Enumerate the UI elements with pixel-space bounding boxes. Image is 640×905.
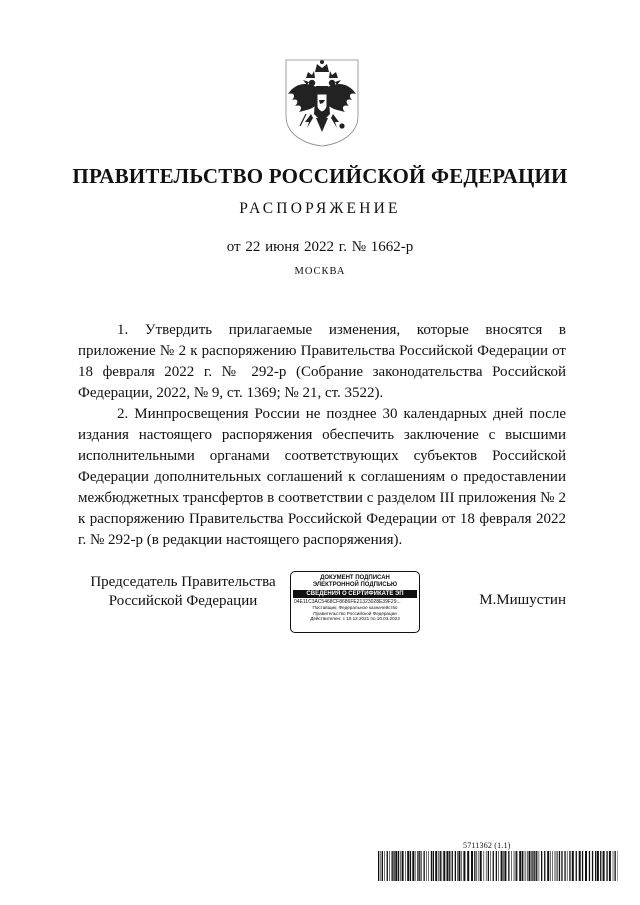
electronic-signature-stamp bbox=[290, 571, 420, 633]
barcode-icon bbox=[378, 851, 618, 881]
signatory-position bbox=[78, 573, 288, 611]
signatory-position-line-2: Российской Федерации bbox=[108, 593, 258, 609]
document-body bbox=[78, 320, 566, 551]
signatory-position-line-1: Председатель Правительства bbox=[90, 574, 276, 590]
stamp-line-2: ЭЛЕКТРОННОЙ ПОДПИСЬЮ bbox=[312, 582, 398, 588]
paragraph-1: 1. Утвердить прилагаемые изменения, которые вносятся в приложение № 2 к распоряжению Правительства Российской Федерации от 18 февраля 2022 г. № 292-р (Собрание законодательства Российской Федерации, 2022, № 9, ст. 1369; № 21, ст. 3522). bbox=[78, 322, 566, 401]
stamp-certificate-number: 04E11C3AC5468CF8686FE21323028E39F29... bbox=[294, 599, 401, 605]
stamp-validity: Действителен: с 10.12.2021 по 10.03.2023 bbox=[310, 616, 400, 622]
stamp-owner: Поставщик: Федеральное казначейство bbox=[312, 605, 398, 610]
stamp-line-1: ДОКУМЕНТ ПОДПИСАН bbox=[320, 575, 390, 581]
document-code: 5711362 (1.1) bbox=[463, 841, 511, 850]
stamp-organization: Правительство Российской Федерации bbox=[313, 610, 397, 616]
signatory-name: М.Мишустин bbox=[479, 592, 566, 608]
paragraph-2: 2. Минпросвещения России не позднее 30 календарных дней после издания настоящего распоряжения обеспечить заключение с высшими исполнительными органами соответствующих субъектов Российской Федерации дополнительных соглашений к соглашениям о предоставлении межбюджетных трансфертов в соответствии с разделом III приложения № 2 к распоряжению Правительства Российской Федерации от 18 февраля 2022 г. № 292-р (в редакции настоящего распоряжения). bbox=[78, 406, 566, 548]
stamp-certificate-header: СВЕДЕНИЯ О СЕРТИФИКАТЕ ЭП bbox=[293, 590, 417, 598]
document-type: РАСПОРЯЖЕНИЕ bbox=[239, 200, 401, 217]
coat-of-arms-icon bbox=[282, 56, 362, 148]
document-date-number: от 22 июня 2022 г. № 1662-р bbox=[226, 239, 414, 255]
document-city: МОСКВА bbox=[294, 266, 346, 277]
government-title: ПРАВИТЕЛЬСТВО РОССИЙСКОЙ ФЕДЕРАЦИИ bbox=[72, 164, 568, 188]
